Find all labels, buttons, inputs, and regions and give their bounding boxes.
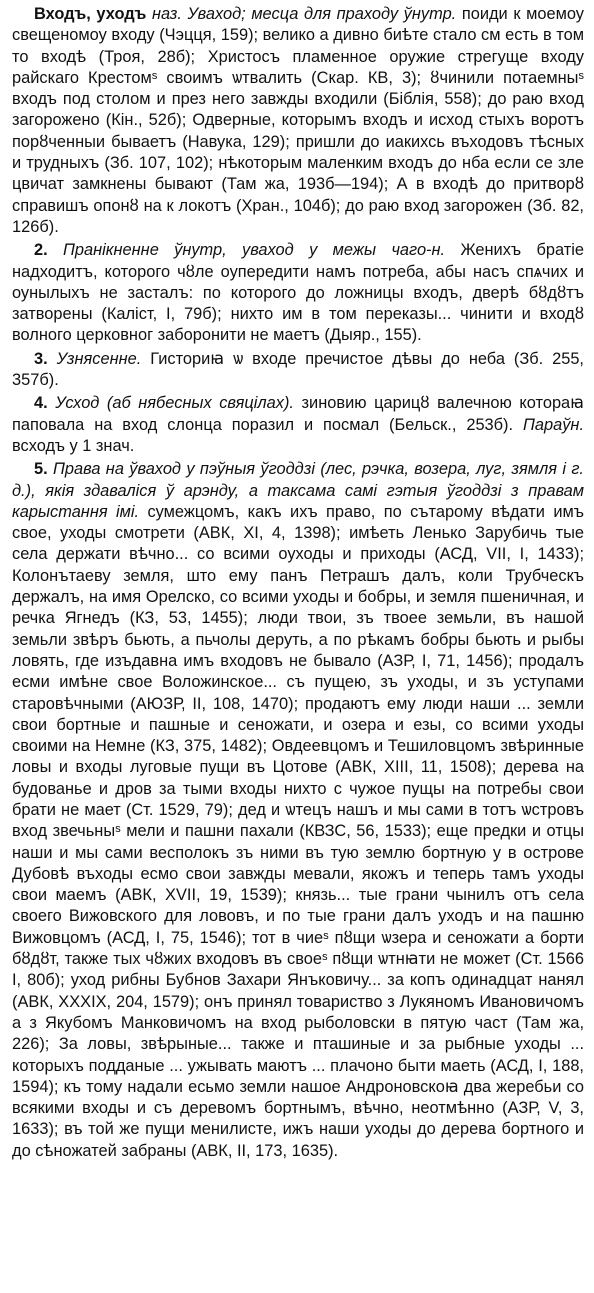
headword: Входъ, уходъ — [34, 5, 147, 23]
sense-2-gloss: Пранікненне ўнутр, уваход у межы чаго-н. — [63, 241, 446, 260]
sense-3-gloss: Узнясенне. — [56, 349, 142, 368]
sense-5-text: сумежцомъ, какъ ихъ право, по сътарому вѣдати имъ свое, уходы смотрети (АВК, XI, 4, 1398); имѣеть Ленько Зарубичь тые села держати вѣчно... со всими оуходы и приходы (АСД, VII, I, 1433); Колонътаеву земля, што ему панъ Петрашъ далъ, коли Трубческъ держалъ, на имя Орелско, со всими уходы и бобры, и земля пшеничная, и речка Ягнедъ (КЗ, 53, 1455); люди твои, зъ твоее земьли, въ нашой земьли звѣръ бьють, а пьчолы деруть, а по рѣкамъ бобры бьють и рыбы ловять, где изъдавна имъ входовъ не бывало (АЗР, I, 71, 1456); продалъ есми имѣне свое Воложинское... съ пущею, зъ уходы, и зъ уступами старовѣчными (АЮЗР, II, 108, 1470); продаютъ ему люди наши ... земли свои бортные и пашные и сеножати, и озера и езы, со всими уходы своими на Немне (КЗ, 375, 1482); Овдеевцомъ и Тешиловцомъ звѣринные ловы и входы луговые пущи въ Цотове (АВК, XIII, 11, 1508); дерева на будованье и дров за тыми входы нихто с чужое пущы на потребы свои брати не мает (Ст. 1529, 79); дед и ѡтецъ нашъ и мы сами в тотъ ѡстровъ вход звечьныˢ мели и пашни пахали (КВЗС, 56, 1533); еще предки и отцы наши и мы сами весполокъ зъ ними въ тую землю бортную у в острове Дубовѣ въходы есмо свои завжды мевали, якожъ и теперь тамъ уходы свои маемъ (АВК, XVII, 19, 1539); князь... тые грани чынилъ отъ села своего Вижовского для лововъ, и по тые грани далъ уходъ и на пашню Вижовцомъ (АСД, I, 75, 1546); тот в чиеˢ пȣщи ѡзера и сеножати а борти бȣдȣт, также тых чȣжих входовъ въ своеˢ пȣщи ѡтнꙗти не может (Ст. 1566 I, 80б); уход рибны Бубнов Захари Янъковичу... за копъ одинадцат нанял (АВК, XXXIX, 204, 1579); онъ принял товариство з Лукяномъ Ивановичомъ а з Якубомъ Манковичомъ на вход рыболовски в пятую част (Там жа, 226); За ловы, звѣрыные... также и пташиные и за рыбные уходы ... которыхъ подданые ... ужывать маютъ ... плачоно быти маеть (АСД, I, 188, 1594); къ тому надали есьмо земли нашое Андроновскоꙗ два жеребьи со всякими входы и съ деревомъ бортнымъ, вѣчно, неотмѣнно (АЗР, V, 3, 1633); въ той же пущи менилисте, ижъ наши уходы до дерева бортного и до сѣножатей забраны (АВК, II, 173, 1635). — [12, 502, 584, 1160]
sense-5-number: 5. — [34, 460, 48, 479]
sense-2-text: Женихъ братіе надходитъ, которого чȣле оупередити намъ потреба, абы насъ спѧчих и оунылыхъ не засталъ: по которого до ложницы входъ, дверѣ бȣдȣтъ затворены (Каліст, I, 79б); нихто им в том переказы... чинити и входȣ волного церковног заборонити не маетъ (Дыяр., 155). — [12, 241, 584, 345]
entry-sense-3 — [12, 349, 584, 392]
sense-4-compare-text: всходъ у 1 знач. — [12, 436, 135, 455]
sense-3-number: 3. — [34, 349, 48, 368]
sense-4-text: зиновию царицȣ валечною котораꙗ паповала на вход слонца поразил и посмал (Бельск., 253б). — [12, 394, 584, 434]
sense-5-gloss: Права на ўваход у пэўныя ўгоддзі (лес, рэчка, возера, луг, зямля і г. д.), якія здаваліся ў арэнду, а таксама самі гэтыя ўгоддзі з правам карыстання імі. — [12, 460, 584, 521]
entry-sense-1 — [12, 4, 584, 238]
sense-4-gloss: Усход (аб нябесных свяцілах). — [55, 394, 294, 413]
sense-2-number: 2. — [34, 241, 48, 260]
sense-4-compare-label: Параўн. — [523, 415, 584, 434]
sense-3-text: Гисториꙗ ѡ входе пречистое дѣвы до неба (Зб. 255, 357б). — [12, 349, 584, 390]
entry-sense-2 — [12, 240, 584, 346]
sense-1-gloss: наз. Уваход; месца для праходу ўнутр. — [152, 5, 457, 23]
sense-1-text: поиди к моемоу свещеномоу входу (Чэцця, 159); велико а дивно биѣте стало см есть в том то входѣ (Троя, 28б); Христосъ пламенное оружие стрегуще входу райскаго Крестомˢ своимъ ѡтвалить (Скар. КВ, 3); ȣчинили потаемныˢ входъ под столом и през него завжды входили (Біблія, 558); до раю вход загорожено (Кін., 52б); Одверные, которымъ входъ и исход стыхъ воротъ порȣченныи бываетъ (Навука, 129); пришли до иакихсь въходовъ тѣсных и трудныхъ (Зб. 107, 102); нѣкоторым маленким входъ до нба если се зле цвичат замкнены бывают (Там жа, 193б—194); А в входѣ до притворȣ справишъ опонȣ на к локотъ (Хран., 104б); до раю вход загорожен (Зб. 82, 126б). — [12, 5, 584, 236]
entry-sense-4 — [12, 393, 584, 457]
entry-sense-5 — [12, 459, 584, 1162]
sense-4-number: 4. — [34, 394, 48, 413]
